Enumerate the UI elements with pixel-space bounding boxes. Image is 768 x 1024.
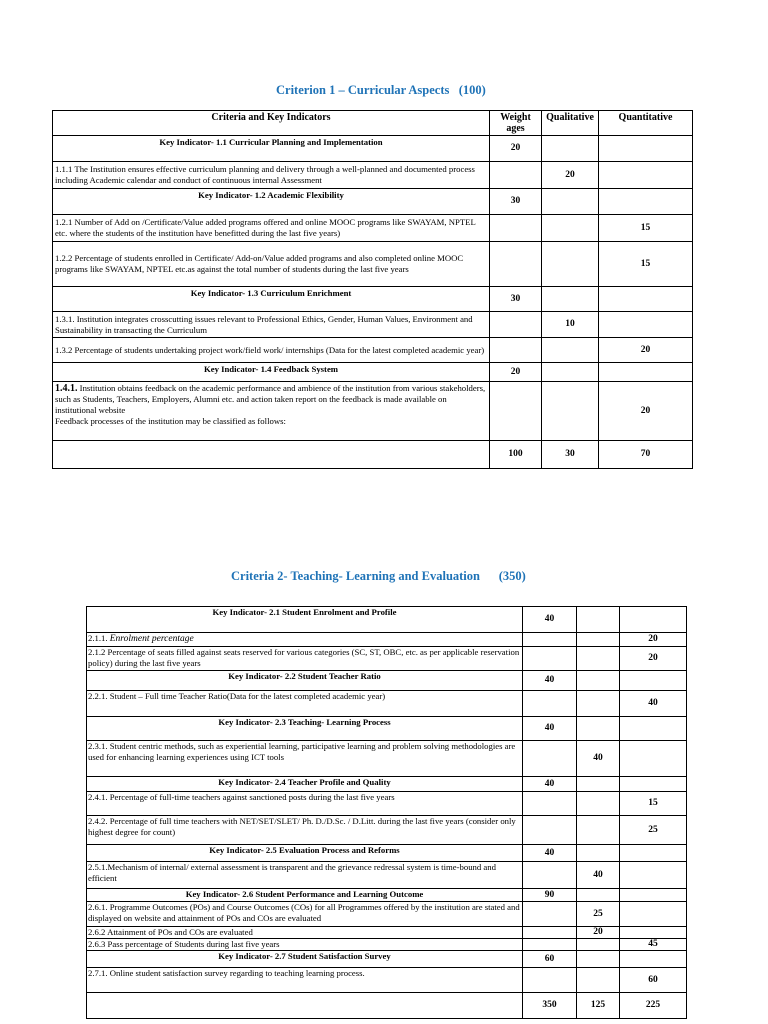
qualitative-cell [542, 136, 599, 162]
weight-cell [490, 162, 542, 189]
qualitative-cell [577, 691, 620, 717]
quantitative-cell [599, 189, 693, 215]
weight-cell [523, 939, 577, 951]
metric-row [87, 816, 687, 845]
key-indicator-label: Key Indicator- 2.7 Student Satisfaction Survey [87, 951, 523, 968]
metric-text [53, 382, 490, 441]
qualitative-cell [577, 939, 620, 951]
weight-cell: 40 [523, 607, 577, 633]
weight-cell [523, 902, 577, 927]
quantitative-cell: 25 [620, 816, 687, 845]
metric-row [53, 215, 693, 242]
weight-cell: 40 [523, 845, 577, 862]
qualitative-cell: 40 [577, 862, 620, 889]
weight-cell [523, 927, 577, 939]
qualitative-cell [542, 382, 599, 441]
metric-description: Enrolment percentage [109, 634, 194, 644]
key-indicator-label: Key Indicator- 2.5 Evaluation Process and Reforms [87, 845, 523, 862]
metric-row [87, 968, 687, 993]
metric-text: 2.5.1.Mechanism of internal/ external assessment is transparent and the grievance redressal system is time-bound and efficient [87, 862, 523, 889]
quantitative-cell [620, 607, 687, 633]
totals-label-cell [53, 441, 490, 469]
key-indicator-label: Key Indicator- 2.6 Student Performance and Learning Outcome [87, 889, 523, 902]
qualitative-cell: 20 [542, 162, 599, 189]
key-indicator-row [87, 671, 687, 691]
quantitative-cell: 40 [620, 691, 687, 717]
metric-text: 2.6.1. Programme Outcomes (POs) and Course Outcomes (COs) for all Programmes offered by the institution are stated and displayed on website and attainment of POs and COs are evaluated [87, 902, 523, 927]
key-indicator-row [87, 607, 687, 633]
key-indicator-label: Key Indicator- 1.3 Curriculum Enrichment [53, 287, 490, 312]
table-header-row [53, 111, 693, 136]
quantitative-cell [620, 777, 687, 792]
key-indicator-label: Key Indicator- 2.3 Teaching- Learning Process [87, 717, 523, 741]
qualitative-cell [577, 777, 620, 792]
metric-row [53, 162, 693, 189]
key-indicator-label: Key Indicator- 1.4 Feedback System [53, 363, 490, 382]
quantitative-cell [599, 363, 693, 382]
weight-cell: 90 [523, 889, 577, 902]
weight-cell: 30 [490, 287, 542, 312]
totals-row [87, 993, 687, 1019]
qualitative-cell: 10 [542, 312, 599, 338]
qualitative-cell [577, 889, 620, 902]
metric-row [53, 312, 693, 338]
weight-cell: 40 [523, 717, 577, 741]
qualitative-cell [577, 951, 620, 968]
qualitative-cell [577, 633, 620, 647]
key-indicator-row [87, 777, 687, 792]
qualitative-cell [542, 215, 599, 242]
metric-number: 2.1.1. [88, 633, 110, 643]
metric-row [87, 741, 687, 777]
metric-text: 1.2.2 Percentage of students enrolled in Certificate/ Add-on/Value added programs and also completed online MOOC programs like SWAYAM, NPTEL etc.as against the total number of students during the last five years [53, 242, 490, 287]
qualitative-cell [577, 717, 620, 741]
quantitative-cell: 15 [620, 792, 687, 816]
quantitative-cell: 60 [620, 968, 687, 993]
quantitative-cell: 20 [599, 338, 693, 363]
weight-cell: 20 [490, 363, 542, 382]
criterion1-title: Criterion 1 – Curricular Aspects (100) [276, 83, 486, 97]
metric-text: 2.3.1. Student centric methods, such as experiential learning, participative learning and problem solving methodologies are used for enhancing learning experiences using ICT tools [87, 741, 523, 777]
qualitative-cell: 25 [577, 902, 620, 927]
quantitative-cell: 15 [599, 215, 693, 242]
key-indicator-row [53, 287, 693, 312]
metric-text: 1.3.1. Institution integrates crosscutting issues relevant to Professional Ethics, Gender, Human Values, Environment and Sustainability in transacting the Curriculum [53, 312, 490, 338]
metric-note: Feedback processes of the institution may be classified as follows: [55, 416, 286, 426]
metric-text: 2.7.1. Online student satisfaction survey regarding to teaching learning process. [87, 968, 523, 993]
key-indicator-row [53, 189, 693, 215]
weight-cell: 20 [490, 136, 542, 162]
qualitative-cell [577, 968, 620, 993]
key-indicator-row [53, 136, 693, 162]
qualitative-cell [542, 189, 599, 215]
total-weight: 100 [490, 441, 542, 469]
qualitative-cell [577, 792, 620, 816]
metric-text: 2.6.3 Pass percentage of Students during last five years [87, 939, 523, 951]
qualitative-cell [542, 242, 599, 287]
qualitative-cell [577, 816, 620, 845]
weight-cell [490, 242, 542, 287]
metric-row [53, 382, 693, 441]
weight-cell [523, 862, 577, 889]
key-indicator-row [87, 845, 687, 862]
metric-row [87, 902, 687, 927]
total-quantitative: 225 [620, 993, 687, 1019]
total-quantitative: 70 [599, 441, 693, 469]
quantitative-cell [620, 951, 687, 968]
metric-row [87, 633, 687, 647]
qualitative-cell [542, 338, 599, 363]
qualitative-cell [577, 845, 620, 862]
weight-cell [523, 633, 577, 647]
weight-cell [523, 741, 577, 777]
weight-cell [523, 968, 577, 993]
metric-text [87, 633, 523, 647]
quantitative-cell [620, 717, 687, 741]
metric-row [87, 939, 687, 951]
criterion1-table [52, 110, 693, 469]
metric-text: 2.4.2. Percentage of full time teachers with NET/SET/SLET/ Ph. D./D.Sc. / D.Litt. during the last five years (consider only highest degree for count) [87, 816, 523, 845]
metric-text: 2.2.1. Student – Full time Teacher Ratio(Data for the latest completed academic year) [87, 691, 523, 717]
metric-number: 1.4.1. [55, 383, 78, 394]
qualitative-cell [542, 287, 599, 312]
weight-cell [523, 647, 577, 671]
criterion2-title: Criteria 2- Teaching- Learning and Evaluation (350) [231, 569, 526, 583]
qualitative-cell [577, 671, 620, 691]
quantitative-cell: 20 [620, 633, 687, 647]
key-indicator-label: Key Indicator- 1.2 Academic Flexibility [53, 189, 490, 215]
qualitative-cell: 40 [577, 741, 620, 777]
weight-cell [490, 312, 542, 338]
total-qualitative: 30 [542, 441, 599, 469]
metric-row [87, 691, 687, 717]
metric-description: Institution obtains feedback on the academic performance and ambience of the institution from various stakeholders, such as Students, Teachers, Employers, Alumni etc. and action taken report on the feedback is made available on institutional website [55, 383, 486, 415]
metric-row [87, 792, 687, 816]
quantitative-header: Quantitative [599, 111, 693, 136]
weight-cell: 30 [490, 189, 542, 215]
weight-cell [523, 691, 577, 717]
metric-text: 1.3.2 Percentage of students undertaking project work/field work/ internships (Data for the latest completed academic year) [53, 338, 490, 363]
total-weight: 350 [523, 993, 577, 1019]
qualitative-cell [577, 647, 620, 671]
key-indicator-label: Key Indicator- 1.1 Curricular Planning and Implementation [53, 136, 490, 162]
qualitative-cell [577, 607, 620, 633]
metric-row [87, 927, 687, 939]
key-indicator-label: Key Indicator- 2.2 Student Teacher Ratio [87, 671, 523, 691]
metric-text: 1.2.1 Number of Add on /Certificate/Value added programs offered and online MOOC programs like SWAYAM, NPTEL etc. where the students of the institution have benefitted during the last five years) [53, 215, 490, 242]
metric-text: 2.4.1. Percentage of full-time teachers against sanctioned posts during the last five years [87, 792, 523, 816]
quantitative-cell [599, 136, 693, 162]
total-qualitative: 125 [577, 993, 620, 1019]
quantitative-cell: 45 [620, 939, 687, 951]
criterion2-table [86, 606, 687, 1019]
totals-row [53, 441, 693, 469]
quantitative-cell: 15 [599, 242, 693, 287]
quantitative-cell [599, 287, 693, 312]
metric-row [87, 862, 687, 889]
weight-cell [490, 382, 542, 441]
quantitative-cell [620, 902, 687, 927]
criteria-header: Criteria and Key Indicators [53, 111, 490, 136]
key-indicator-label: Key Indicator- 2.4 Teacher Profile and Quality [87, 777, 523, 792]
weight-cell [523, 792, 577, 816]
qualitative-cell [542, 363, 599, 382]
metric-row [87, 647, 687, 671]
qualitative-cell: 20 [577, 927, 620, 939]
quantitative-cell [620, 889, 687, 902]
weight-cell: 60 [523, 951, 577, 968]
quantitative-cell [620, 845, 687, 862]
quantitative-cell [599, 312, 693, 338]
key-indicator-row [87, 889, 687, 902]
weight-cell: 40 [523, 777, 577, 792]
weightages-header: Weight ages [490, 111, 542, 136]
metric-text: 2.1.2 Percentage of seats filled against seats reserved for various categories (SC, ST, OBC, etc. as per applicable reservation policy) during the last five years [87, 647, 523, 671]
quantitative-cell [620, 741, 687, 777]
quantitative-cell [620, 671, 687, 691]
metric-text: 1.1.1 The Institution ensures effective curriculum planning and delivery through a well-planned and documented process including Academic calendar and conduct of continuous internal Assessment [53, 162, 490, 189]
quantitative-cell [620, 927, 687, 939]
quantitative-cell [620, 862, 687, 889]
qualitative-header: Qualitative [542, 111, 599, 136]
quantitative-cell: 20 [620, 647, 687, 671]
weight-cell [523, 816, 577, 845]
metric-text: 2.6.2 Attainment of POs and COs are evaluated [87, 927, 523, 939]
quantitative-cell: 20 [599, 382, 693, 441]
key-indicator-row [53, 363, 693, 382]
key-indicator-row [87, 717, 687, 741]
key-indicator-label: Key Indicator- 2.1 Student Enrolment and Profile [87, 607, 523, 633]
totals-label-cell [87, 993, 523, 1019]
weight-cell [490, 338, 542, 363]
metric-row [53, 242, 693, 287]
weight-cell [490, 215, 542, 242]
weight-cell: 40 [523, 671, 577, 691]
quantitative-cell [599, 162, 693, 189]
key-indicator-row [87, 951, 687, 968]
metric-row [53, 338, 693, 363]
